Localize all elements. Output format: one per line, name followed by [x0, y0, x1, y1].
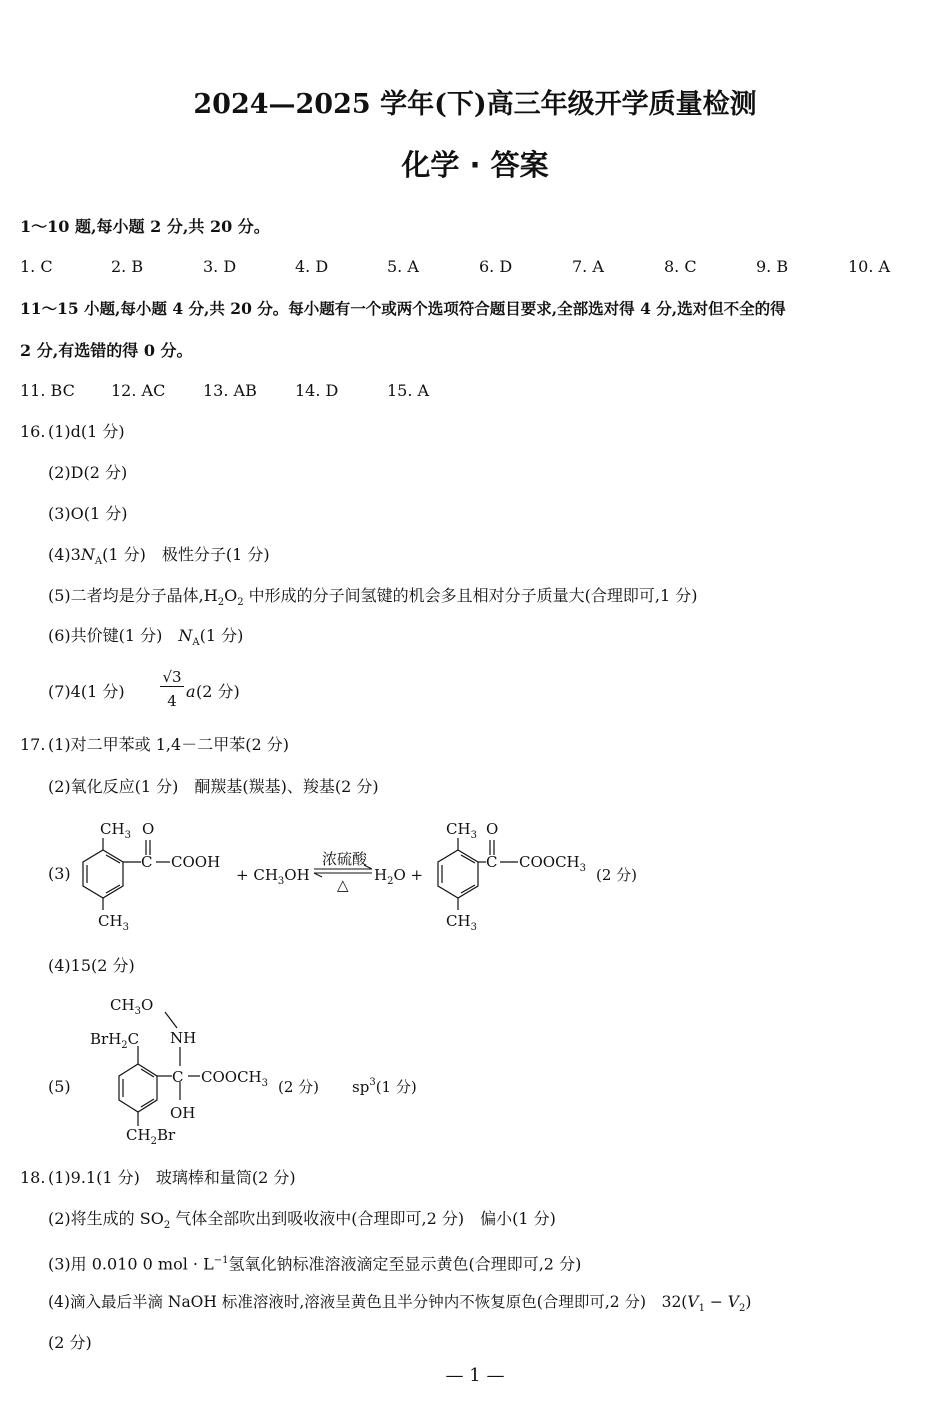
part1-instruction: 1～10 题,每小题 2 分,共 20 分。	[20, 217, 270, 236]
heat-symbol: △	[337, 876, 349, 894]
q17-part1: (1)对二甲苯或 1,4－二甲苯(2 分)	[48, 735, 289, 754]
q18-part4-score: (2 分)	[48, 1333, 92, 1352]
part2-instruction-line2: 2 分,有选错的得 0 分。	[20, 341, 193, 360]
bromomethyl-top: BrH$_2$C	[90, 1030, 140, 1051]
reactant-methyl-bottom: $CH_3$	[98, 912, 129, 933]
q18-part3: (3)用 0.010 0 mol · $L^{-1}$氢氧化钠标准溶液滴定至显示黄色(合理即可,2 分)	[48, 1254, 582, 1274]
reactant-benzene-ring	[83, 838, 170, 910]
hybridization-answer: $sp^3(1$ 分)	[352, 1077, 417, 1096]
q16-part7-variable: a	[186, 682, 196, 701]
q18-part4: (4)滴入最后半滴 NaOH 标准溶液时,溶液呈黄色且半分钟内不恢复原色(合理即可,2 分) $32(V_1 - V_2)$	[48, 1293, 752, 1315]
q17-part3-score: (2 分)	[596, 866, 638, 884]
q16-part7: (7)4(1 分)	[48, 682, 125, 701]
q18-label: 18.	[20, 1168, 46, 1187]
answer-8: 8. C	[664, 257, 697, 276]
q17-part4: (4)15(2 分)	[48, 956, 135, 975]
answer-15: 15. A	[387, 381, 430, 400]
product-ester-group: $COOCH_3$	[519, 853, 587, 874]
page-title: 2024—2025 学年(下)高三年级开学质量检测	[193, 89, 757, 120]
q16-label: 16.	[20, 422, 46, 441]
hydroxyl-group: OH	[170, 1104, 196, 1122]
answer-2: 2. B	[111, 257, 144, 276]
reactant-carbonyl-oxygen: O	[142, 820, 155, 838]
product-benzene-ring	[438, 838, 518, 910]
water-product: $H_2O$ +	[374, 866, 424, 887]
answer-14: 14. D	[295, 381, 339, 400]
answer-1: 1. C	[20, 257, 53, 276]
answer-3: 3. D	[203, 257, 237, 276]
q18-part1: (1)9.1(1 分) 玻璃棒和量筒(2 分)	[48, 1168, 296, 1187]
answer-7: 7. A	[572, 257, 604, 276]
product-methyl-top: $CH_3$	[446, 820, 477, 841]
q16-part4: $(4)3N_A(1$ 分) 极性分子(1 分)	[48, 545, 270, 568]
q16-part3: (3)O(1 分)	[48, 504, 128, 523]
q16-part1: (1)d(1 分)	[48, 422, 125, 441]
q16-part7-score: (2 分)	[196, 682, 240, 701]
product-methyl-bottom: $CH_3$	[446, 912, 477, 933]
methoxy-group: $CH_3O$	[110, 996, 154, 1017]
reactant-carbonyl-carbon: C	[141, 853, 153, 871]
catalyst-label: 浓硫酸	[322, 850, 368, 868]
q17-label: 17.	[20, 735, 46, 754]
ester-group: $COOCH_3$	[201, 1068, 269, 1089]
fraction-denominator: 4	[167, 692, 177, 710]
product-carbonyl-carbon: C	[486, 853, 498, 871]
bromomethyl-bottom: $CH_2Br$	[126, 1126, 176, 1147]
q16-part6: (6)共价键(1 分) $N_A(1$ 分)	[48, 626, 244, 649]
answer-4: 4. D	[295, 257, 329, 276]
answer-6: 6. D	[479, 257, 513, 276]
page-subtitle: 化学 · 答案	[401, 148, 549, 182]
answer-10: 10. A	[848, 257, 891, 276]
q17-part5-score: (2 分)	[278, 1078, 320, 1096]
answer-13: 13. AB	[203, 381, 257, 400]
answer-9: 9. B	[756, 257, 789, 276]
amine-group: NH	[170, 1029, 197, 1047]
part2-instruction-line1: 11～15 小题,每小题 4 分,共 20 分。每小题有一个或两个选项符合题目要求,全部选对得 4 分,选对但不全的得	[20, 299, 786, 318]
q17-part2: (2)氧化反应(1 分) 酮羰基(羰基)、羧基(2 分)	[48, 777, 379, 796]
answer-11: 11. BC	[20, 381, 75, 400]
page-number: — 1 —	[445, 1365, 505, 1386]
fraction-numerator: √3	[160, 668, 184, 687]
methanol-reagent: + $CH_3OH$	[236, 866, 310, 887]
q16-part5: (5)二者均是分子晶体$,H_2O_2$ 中形成的分子间氢键的机会多且相对分子质量大(合理即可,1 分)	[48, 586, 698, 609]
product-structure	[0, 990, 950, 1150]
central-carbon: C	[172, 1068, 184, 1086]
esterification-reaction	[0, 810, 950, 940]
reactant-methyl-top: $CH_3$	[100, 820, 131, 841]
q16-part2: (2)D(2 分)	[48, 463, 128, 482]
product-carbonyl-oxygen: O	[486, 820, 499, 838]
reactant-carboxyl-group: COOH	[171, 853, 221, 871]
q17-part3-label: (3)	[48, 864, 71, 883]
q18-part2: (2)将生成的 $SO_2$ 气体全部吹出到吸收液中(合理即可,2 分) 偏小(1 分)	[48, 1209, 556, 1232]
q17-part5-label: (5)	[48, 1077, 71, 1096]
answer-5: 5. A	[387, 257, 419, 276]
answer-12: 12. AC	[111, 381, 166, 400]
